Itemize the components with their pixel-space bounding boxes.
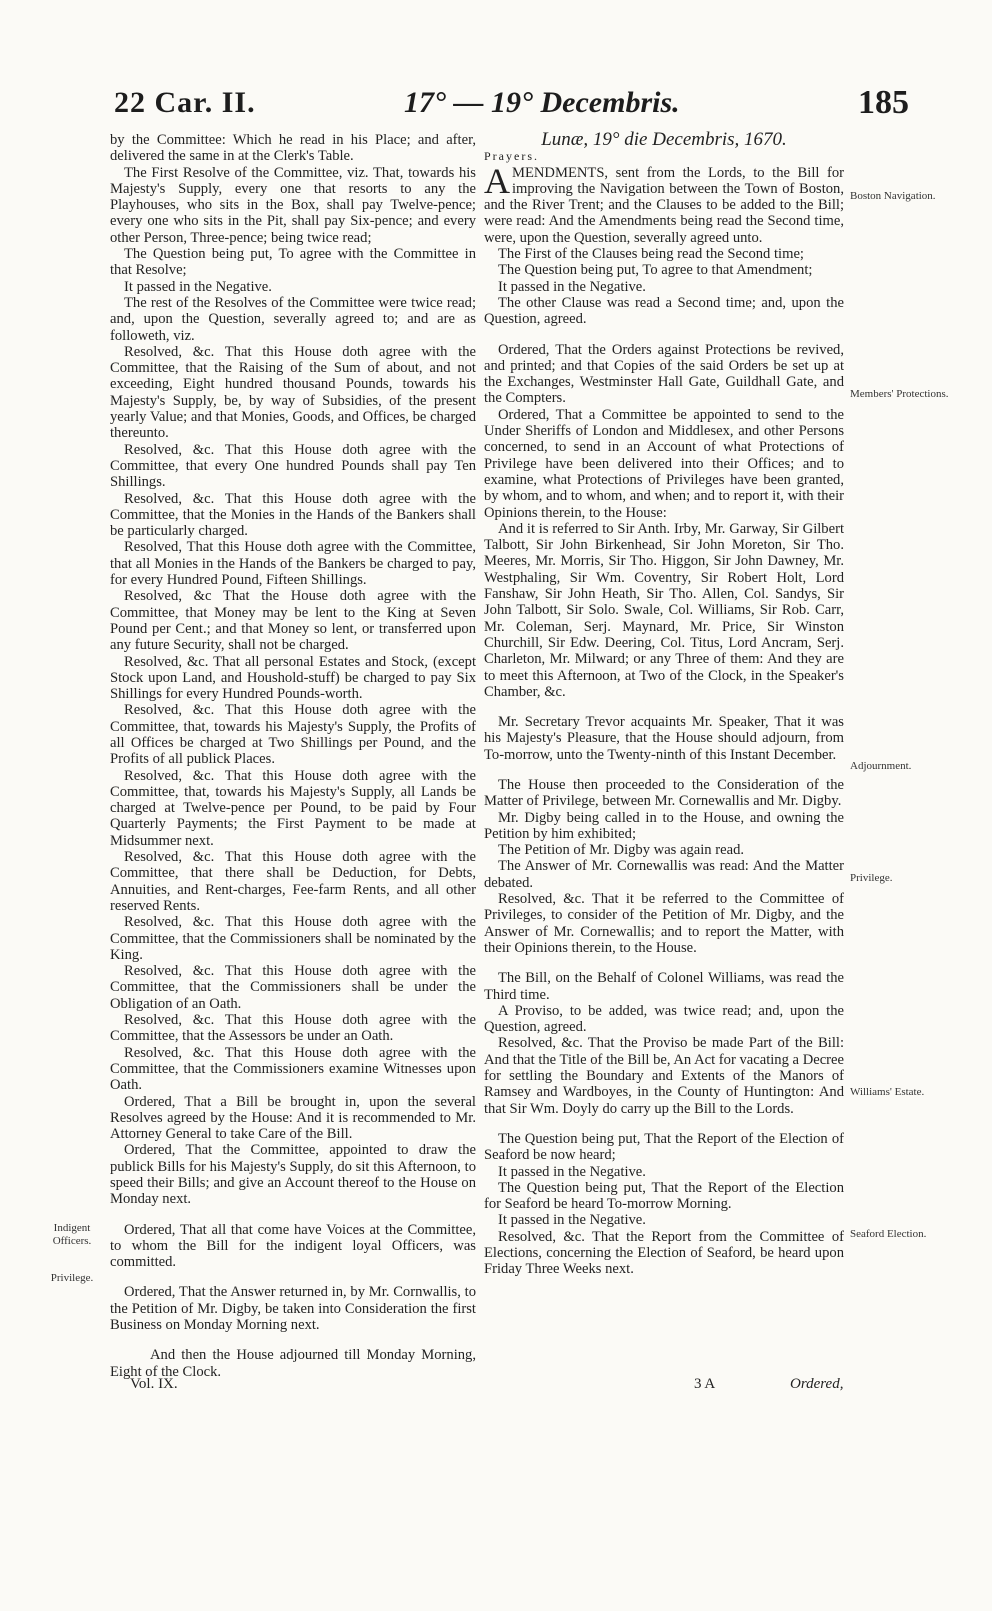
running-header — [0, 86, 992, 126]
paragraph: The other Clause was read a Second time; and, upon the Question, agreed. — [484, 294, 844, 328]
sitting-date: Lunæ, 19° die Decembris, 1670. — [541, 129, 787, 150]
right-column — [484, 129, 844, 1278]
paragraph: The rest of the Resolves of the Committee were twice read; and, upon the Question, severally agreed to; and are as followeth, viz. — [110, 294, 476, 344]
paragraph: It passed in the Negative. — [498, 278, 646, 295]
paragraph: Resolved, &c. That this House doth agree with the Committee, that the Assessors be under an Oath. — [110, 1012, 476, 1045]
paragraph: Resolved, &c That the House doth agree with the Committee, that Money may be lent to the King at Seven Pound per Cent.; and that Money so lent, or transferred upon any future Security, shall not be charged. — [110, 588, 476, 654]
paragraph: The Answer of Mr. Cornewallis was read: And the Matter debated. — [484, 858, 844, 891]
side-note-members: Members' Protections. — [850, 388, 949, 400]
paragraph: The Question being put, That the Report of the Election of Seaford be now heard; — [484, 1130, 844, 1164]
side-note-williams: Williams' Estate. — [850, 1086, 925, 1098]
left-column — [110, 132, 476, 1380]
paragraph: The First of the Clauses being read the Second time; — [498, 246, 804, 263]
paragraph: The Question being put, That the Report of the Election for Seaford be heard To-morrow Morning. — [484, 1179, 844, 1213]
paragraph: Resolved, &c. That the Report from the Committee of Elections, concerning the Election of Seaford, be heard upon Friday Three Weeks next. — [484, 1228, 844, 1278]
paragraph: Ordered, That the Committee, appointed to draw the publick Bills for his Majesty's Supply, do sit this Afternoon, to speed their Bills; and give an Account thereof to the House on Monday next. — [110, 1142, 476, 1208]
paragraph: The Question being put, To agree with the Committee in that Resolve; — [110, 246, 476, 279]
paragraph: Ordered, That the Orders against Protections be revived, and printed; and that Copies of the said Orders be set up at the Exchanges, Westminster Hall Gate, Guildhall Gate, and the Compters. — [484, 341, 844, 407]
paragraph: Ordered, That a Committee be appointed to send to the Under Sheriffs of London and Middlesex, and other Persons concerned, to send in an Account of what Protections of Privilege have been delivered into their Offices; and to examine, what Protections of Privileges have been granted, by whom, and to whom, and when; and to report it, with their Opinions therein, to the House: — [484, 406, 844, 521]
paragraph: It passed in the Negative. — [124, 278, 272, 295]
side-note-adjournment: Adjournment. — [850, 760, 912, 772]
paragraph: And it is referred to Sir Anth. Irby, Mr. Garway, Sir Gilbert Talbott, Sir John Birkenhead, Sir John Moreton, Sir Tho. Meeres, Mr. Morris, Sir Tho. Higgon, Sir John Dawney, Mr. Westphaling, Sir Wm. Coventry, Sir Robert Holt, Lord Fanshaw, Sir John Heath, Sir Tho. Allen, Col. Sandys, Sir John Talbott, Sir Solo. Swale, Col. Williams, Sir Rob. Carr, Mr. Coleman, Serj. Maynard, Mr. Price, Sir Winston Churchill, Sir Edw. Deering, Col. Titus, Lord Ancram, Serj. Charleton, Mr. Milward; or any Three of them: And they are to meet this Afternoon, at Two of the Clock, in the Speaker's Chamber, &c. — [484, 520, 844, 700]
paragraph: And then the House adjourned till Monday Morning, Eight of the Clock. — [110, 1347, 476, 1380]
paragraph: It passed in the Negative. — [498, 1212, 646, 1229]
side-note-privilege-left: Privilege. — [50, 1272, 94, 1284]
paragraph: It passed in the Negative. — [498, 1163, 646, 1180]
paragraph: The First Resolve of the Committee, viz. That, towards his Majesty's Supply, every one that resorts to any the Playhouses, who sits in the Box, shall pay Twelve-pence; every one who sits in the Pit, shall pay Six-pence; and every other Person, Three-pence; being twice read; — [110, 164, 476, 246]
prayers-heading: Prayers. — [484, 149, 539, 164]
paragraph: AMENDMENTS, sent from the Lords, to the Bill for improving the Navigation between the Town of Boston, and the River Trent; and the Clauses to be added to the Bill; were read: And the Amendments being read the Second time, were, upon the Question, severally agreed unto. — [484, 160, 844, 246]
paragraph: Resolved, &c. That this House doth agree with the Committee, that the Commissioners shall be nominated by the King. — [110, 914, 476, 963]
paragraph: Ordered, That the Answer returned in, by Mr. Cornwallis, to the Petition of Mr. Digby, be taken into Consideration the first Business on Monday Morning next. — [110, 1284, 476, 1334]
paragraph: Resolved, &c. That this House doth agree with the Committee, that the Raising of the Sum of about, and not exceeding, Eight hundred thousand Pounds, towards his Majesty's Supply, be, by way of Subsidies, of the present yearly Value; and that Monies, Goods, and Offices, be charged thereunto. — [110, 343, 476, 442]
paragraph: Mr. Digby being called in to the House, and owning the Petition by him exhibited; — [484, 809, 844, 842]
side-note-privilege-right: Privilege. — [850, 872, 893, 884]
drop-cap: A — [484, 160, 510, 201]
paragraph: Resolved, &c. That this House doth agree with the Committee, that the Monies in the Hands of the Bankers shall be particularly charged. — [110, 490, 476, 540]
side-note-seaford: Seaford Election. — [850, 1228, 927, 1240]
side-note-indigent: Indigent Officers. — [52, 1222, 92, 1247]
paragraph: The Question being put, To agree to that Amendment; — [498, 262, 813, 279]
side-note-boston: Boston Navigation. — [850, 190, 936, 202]
paragraph: Mr. Secretary Trevor acquaints Mr. Speaker, That it was his Majesty's Pleasure, that the House should adjourn, from To-morrow, unto the Twenty-ninth of this Instant December. — [484, 714, 844, 763]
paragraph: by the Committee: Which he read in his Place; and after, delivered the same in at the Clerk's Table. — [110, 132, 476, 165]
paragraph: The Petition of Mr. Digby was again read. — [498, 842, 745, 859]
volume-mark: Vol. IX. — [130, 1376, 178, 1392]
paragraph: Ordered, That all that come have Voices at the Committee, to whom the Bill for the indigent loyal Officers, was committed. — [110, 1221, 476, 1271]
paragraph: Resolved, &c. That this House doth agree with the Committee, that there shall be Deduction, for Debts, Annuities, and Rent-charges, Fee-farm Rents, and all other reserved Rents. — [110, 849, 476, 914]
header-dates: 17° — 19° Decembris. — [404, 86, 680, 119]
paragraph: Resolved, &c. That it be referred to the Committee of Privileges, to consider of the Petition of Mr. Digby, and the Answer of Mr. Cornewallis; and to report the Matter, with their Opinions therein, to the House. — [484, 891, 844, 956]
paragraph: Resolved, &c. That the Proviso be made Part of the Bill: And that the Title of the Bill be, An Act for vacating a Decree for settling the Boundary and Extents of the Manors of Ramsey and Wardboyes, in the County of Huntington: And that Sir Wm. Doyly do carry up the Bill to the Lords. — [484, 1035, 844, 1117]
paragraph: The House then proceeded to the Consideration of the Matter of Privilege, between Mr. Cornewallis and Mr. Digby. — [484, 776, 844, 810]
page-number: 185 — [858, 84, 909, 121]
paragraph: Resolved, &c. That this House doth agree with the Committee, that the Commissioners examine Witnesses upon Oath. — [110, 1044, 476, 1094]
paragraph: Resolved, &c. That this House doth agree with the Committee, that, towards his Majesty's Supply, the Profits of all Offices be charged at Two Shillings per Pound, and the Profits of all publick Places. — [110, 702, 476, 768]
paragraph: Ordered, That a Bill be brought in, upon the several Resolves agreed by the House: And it is recommended to Mr. Attorney General to take Care of the Bill. — [110, 1093, 476, 1143]
paragraph: Resolved, &c. That this House doth agree with the Committee, that, towards his Majesty's Supply, all Lands be charged at Twelve-pence per Pound, to be paid by Four Quarterly Payments; the First Payment to be made at Midsummer next. — [110, 767, 476, 849]
paragraph: Resolved, &c. That this House doth agree with the Committee, that every One hundred Pounds shall pay Ten Shillings. — [110, 441, 476, 491]
paragraph: A Proviso, to be added, was twice read; and, upon the Question, agreed. — [484, 1002, 844, 1036]
paragraph: Resolved, That this House doth agree with the Committee, that all Monies in the Hands of the Bankers be charged to pay, for every Hundred Pound, Fifteen Shillings. — [110, 539, 476, 589]
paragraph: The Bill, on the Behalf of Colonel Williams, was read the Third time. — [484, 970, 844, 1003]
paragraph: Resolved, &c. That all personal Estates and Stock, (except Stock upon Land, and Houshold-stuff) be charged to pay Six Shillings for every Hundred Pounds-worth. — [110, 653, 476, 703]
catchword: Ordered, — [790, 1376, 844, 1392]
paragraph: Resolved, &c. That this House doth agree with the Committee, that the Commissioners shall be under the Obligation of an Oath. — [110, 963, 476, 1012]
header-regnal-year: 22 Car. II. — [114, 86, 256, 119]
signature-mark: 3 A — [694, 1376, 716, 1392]
